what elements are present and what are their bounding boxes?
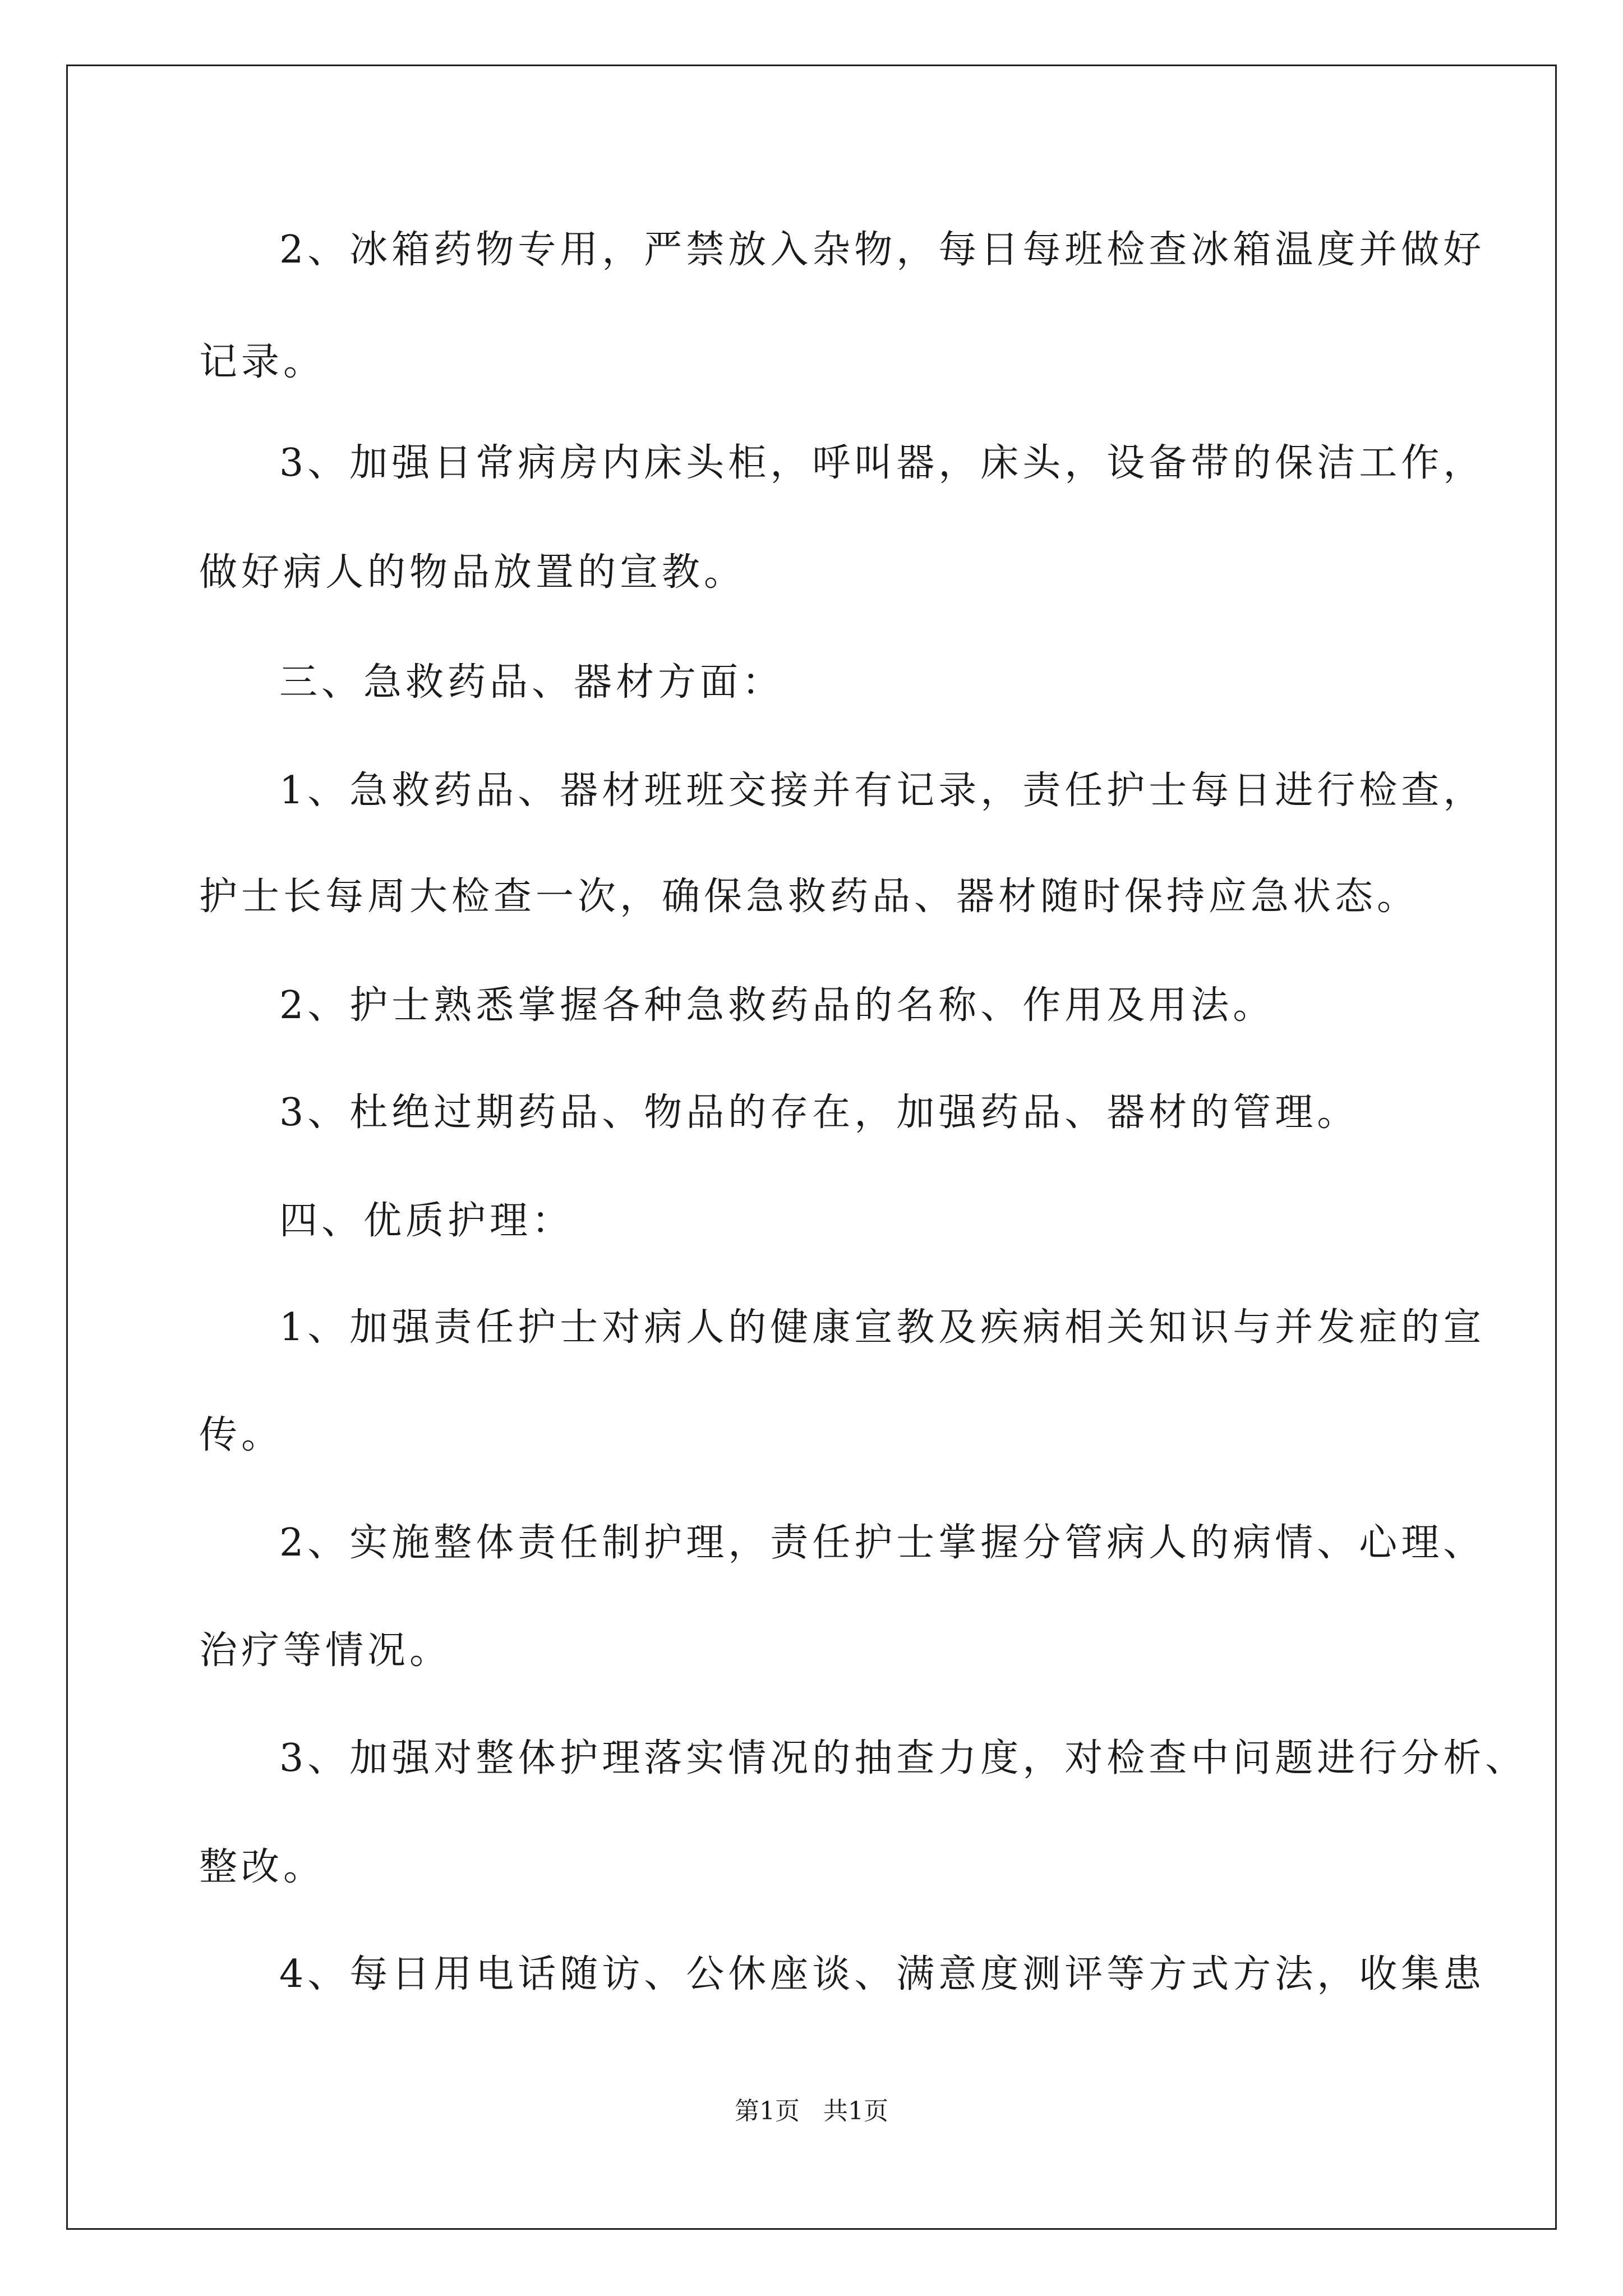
paragraph-line: 2、冰箱药物专用，严禁放入杂物，每日每班检查冰箱温度并做好: [279, 228, 1486, 272]
page-number-footer: 第1页 共1页: [735, 2097, 888, 2125]
paragraph-line: 护士长每周大检查一次，确保急救药品、器材随时保持应急状态。: [199, 875, 1419, 919]
paragraph-line: 做好病人的物品放置的宣教。: [199, 550, 746, 595]
paragraph-line: 3、加强日常病房内床头柜，呼叫器，床头，设备带的保洁工作，: [279, 441, 1486, 485]
paragraph-line: 3、加强对整体护理落实情况的抽查力度，对检查中问题进行分析、: [279, 1736, 1528, 1780]
paragraph-line: 整改。: [199, 1845, 326, 1889]
paragraph-line: 3、杜绝过期药品、物品的存在，加强药品、器材的管理。: [279, 1091, 1359, 1135]
paragraph-line: 记录。: [199, 340, 326, 384]
page-border: [66, 65, 1557, 2230]
paragraph-line: 治疗等情况。: [199, 1628, 452, 1673]
paragraph-line: 1、加强责任护士对病人的健康宣教及疾病相关知识与并发症的宣: [279, 1305, 1486, 1350]
paragraph-line: 2、实施整体责任制护理，责任护士掌握分管病人的病情、心理、: [279, 1521, 1486, 1565]
paragraph-line: 1、急救药品、器材班班交接并有记录，责任护士每日进行检查，: [279, 769, 1486, 813]
paragraph-line: 4、每日用电话随访、公休座谈、满意度测评等方式方法，收集患: [279, 1952, 1486, 1996]
section-heading: 四、优质护理：: [279, 1199, 574, 1243]
paragraph-line: 2、护士熟悉掌握各种急救药品的名称、作用及用法。: [279, 983, 1275, 1028]
paragraph-line: 传。: [199, 1413, 284, 1457]
section-heading: 三、急救药品、器材方面：: [279, 660, 785, 705]
